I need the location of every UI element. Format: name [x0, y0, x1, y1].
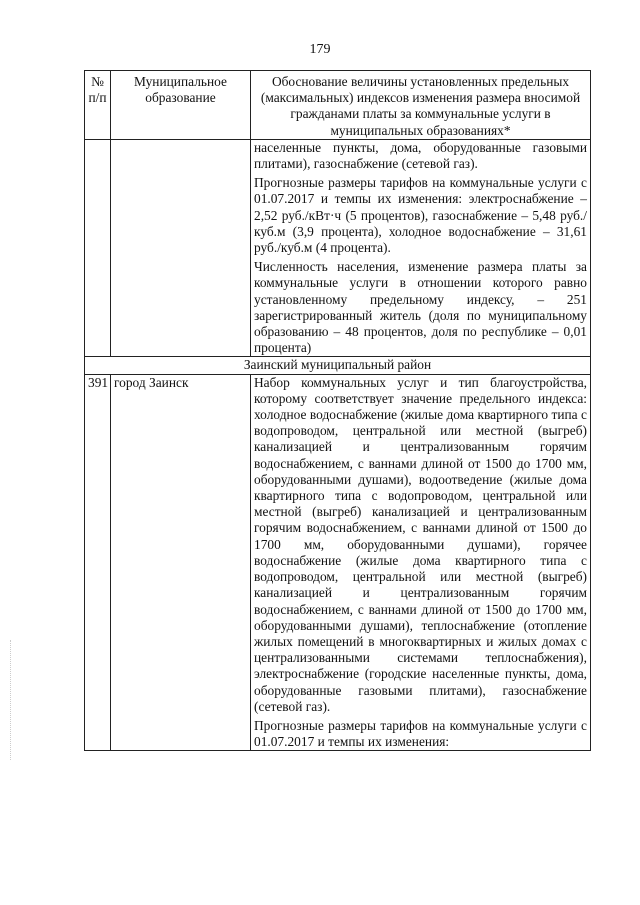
row-justification-cell — [251, 139, 591, 357]
justification-paragraph: Прогнозные размеры тарифов на коммунальные услуги с 01.07.2017 и темпы их изменения: электроснабжение – 2,52 руб./кВт·ч (5 процентов), газоснабжение – 5,48 руб./куб.м (3,9 процента), холодное водоснабжение – 31,61 руб./куб.м (4 процента). — [254, 175, 587, 256]
justification-paragraph: Прогнозные размеры тарифов на коммунальные услуги с 01.07.2017 и темпы их изменения: — [254, 717, 587, 750]
scan-margin-mark — [10, 640, 12, 760]
row-number-cell — [85, 139, 111, 357]
header-municipality: Муниципальное образование — [111, 71, 251, 140]
justification-paragraph: Численность населения, изменение размера платы за коммунальные услуги в отношении которого равно установленному предельному индексу, – 251 зарегистрированный житель (доля по муниципальному образованию – 48 процентов, доля по республике – 0,01 процента) — [254, 259, 587, 356]
region-header-row — [85, 357, 591, 374]
row-justification-cell — [251, 374, 591, 751]
table-header-row — [85, 71, 591, 140]
row-number-cell: 391 — [85, 374, 111, 751]
header-justification: Обоснование величины установленных предельных (максимальных) индексов изменения размера вносимой гражданами платы за коммунальные услуги в муниципальных образованиях* — [251, 71, 591, 140]
justification-paragraph: Набор коммунальных услуг и тип благоустройства, которому соответствует значение предельного индекса: холодное водоснабжение (жилые дома квартирного типа с водопроводом, центральной или местной (выгреб) канализацией и централизованным горячим водоснабжением, с ваннами длиной от 1500 до 1700 мм, оборудованными душами), водоотведение (жилые дома квартирного типа с водопроводом, центральной или местной (выгреб) канализацией и централизованным горячим водоснабжением, с ваннами длиной от 1500 до 1700 мм, оборудованными душами), горячее водоснабжение (жилые дома квартирного типа с водопроводом, центральной или местной (выгреб) канализацией и централизованным горячим водоснабжением, с ваннами длиной от 1500 до 1700 мм, оборудованными душами), теплоснабжение (отопление жилых помещений в многоквартирных и жилых домах с централизованными системами теплоснабжения), электроснабжение (городские населенные пункты, дома, оборудованные газовыми плитами), газоснабжение (сетевой газ). — [254, 374, 587, 714]
tariff-index-table — [84, 70, 591, 751]
page-number: 179 — [309, 42, 331, 57]
row-municipality-cell — [111, 139, 251, 357]
region-name: Заинский муниципальный район — [85, 357, 591, 374]
table-row-continuation — [85, 139, 591, 357]
justification-paragraph: населенные пункты, дома, оборудованные газовыми плитами), газоснабжение (сетевой газ). — [254, 139, 587, 172]
header-number: № п/п — [85, 71, 111, 140]
row-municipality-cell: город Заинск — [111, 374, 251, 751]
table-row — [85, 374, 591, 751]
